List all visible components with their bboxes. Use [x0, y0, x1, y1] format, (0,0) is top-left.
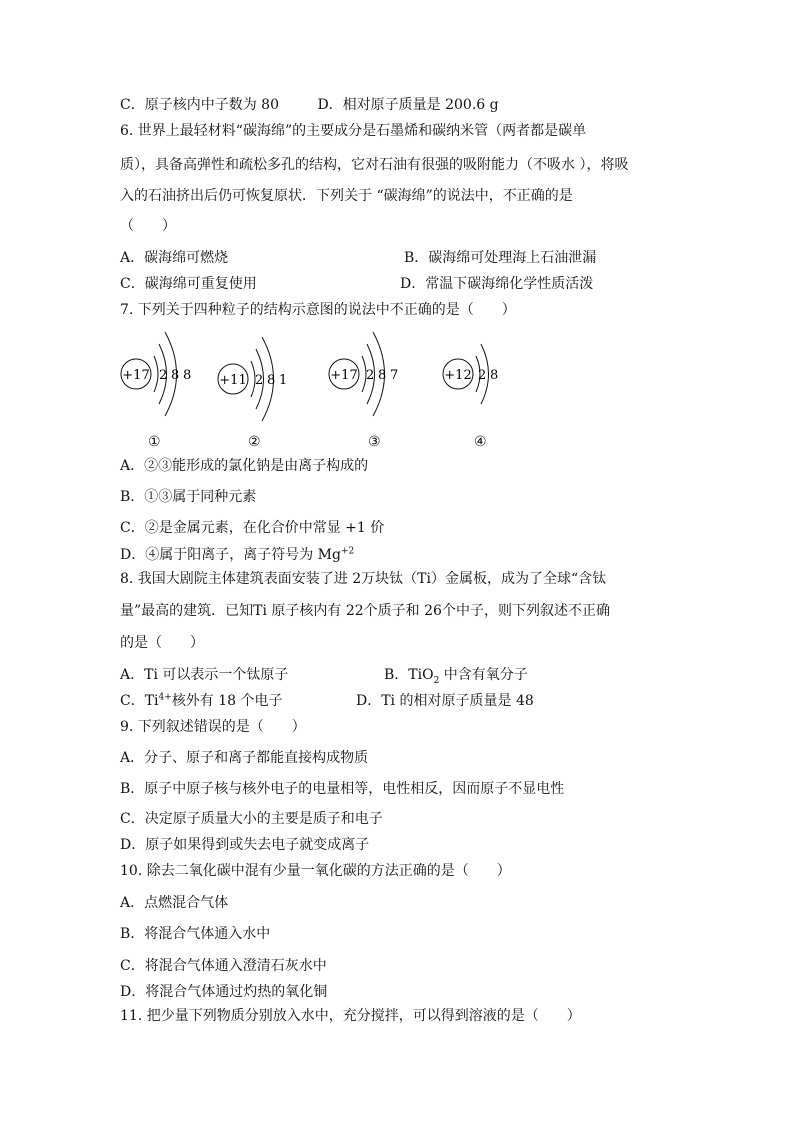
particle-2-shell-3: 1	[279, 373, 288, 388]
particle-3-nucleus: +17	[330, 368, 358, 383]
q9-stem: 9. 下列叙述错误的是（ ）	[120, 719, 306, 735]
atomic-structure-svg	[110, 326, 530, 456]
q8-stem-line1: 8. 我国大剧院主体建筑表面安装了进 2万块钛（Ti）金属板，成为了全球“含钛	[120, 571, 607, 587]
q6-stem-line2: 质），具备高弹性和疏松多孔的结构，它对石油有很强的吸附能力（不吸水 ），将吸	[120, 157, 629, 173]
q6-option-a: A．碳海绵可燃烧	[120, 250, 229, 266]
q5-options-cd	[120, 95, 499, 115]
atomic-structure-diagrams	[110, 326, 530, 456]
q8-option-b-sub: 2	[433, 675, 440, 686]
q8-option-c	[120, 691, 283, 711]
particle-2	[218, 337, 287, 421]
particle-1-shell-2: 8	[171, 368, 180, 383]
q9-option-b: B．原子中原子核与核外电子的电量相等，电性相反，因而原子不显电性	[120, 781, 565, 797]
q8-option-c-post: 核外有 18 个电子	[171, 693, 283, 709]
particle-3-shell-3: 7	[390, 368, 399, 383]
particle-1-nucleus: +17	[122, 368, 150, 383]
particle-2-shell-2: 8	[267, 373, 276, 388]
q10-option-a: A．点燃混合气体	[120, 895, 229, 911]
q9-option-c: C．决定原子质量大小的主要是质子和电子	[120, 811, 383, 827]
q10-stem: 10. 除去二氧化碳中混有少量一氧化碳的方法正确的是（ ）	[120, 863, 511, 879]
particle-4-shell-1: 2	[478, 368, 487, 383]
particle-3-shell-2: 8	[378, 368, 387, 383]
q10-option-c: C．将混合气体通入澄清石灰水中	[120, 958, 327, 974]
q8-option-d: D．Ti 的相对原子质量是 48	[356, 693, 534, 709]
q10-option-d: D．将混合气体通过灼热的氧化铜	[120, 984, 328, 1000]
q6-option-c: C．碳海绵可重复使用	[120, 276, 257, 292]
particle-4-nucleus: +12	[444, 368, 472, 383]
particle-3-label: ③	[368, 434, 381, 450]
particle-4-shell-2: 8	[490, 368, 499, 383]
q8-option-c-sup: 4+	[158, 692, 172, 703]
q5-option-c: C．原子核内中子数为 80	[120, 97, 279, 113]
q6-option-d: D．常温下碳海绵化学性质活泼	[400, 276, 594, 292]
particle-1	[121, 332, 191, 416]
q6-option-b: B．碳海绵可处理海上石油泄漏	[404, 250, 597, 266]
particle-1-shell-3: 8	[183, 368, 192, 383]
q8-option-b-post: 中含有氧分子	[439, 667, 528, 683]
particle-2-shell-1: 2	[255, 373, 264, 388]
q7-option-a: A．②③能形成的氯化钠是由离子构成的	[120, 458, 369, 474]
q7-option-b: B．①③属于同种元素	[120, 489, 257, 505]
q8-option-c-pre: C．Ti	[120, 693, 159, 709]
q9-option-d: D．原子如果得到或失去电子就变成离子	[120, 837, 370, 853]
q7-stem: 7. 下列关于四种粒子的结构示意图的说法中不正确的是（ ）	[120, 302, 516, 318]
particle-4-label: ④	[474, 434, 487, 450]
q8-stem-line3: 的是（ ）	[120, 635, 204, 651]
particle-2-label: ②	[248, 434, 261, 450]
particle-3	[329, 332, 398, 416]
q6-stem-line1: 6. 世界上最轻材料“碳海绵”的主要成分是石墨烯和碳纳米管（两者都是碳单	[120, 123, 587, 139]
q8-option-b	[384, 665, 528, 685]
q7-option-d-charge: +2	[340, 546, 355, 557]
particle-2-nucleus: +11	[219, 373, 247, 388]
q8-option-b-pre: B．TiO	[384, 667, 434, 683]
q9-option-a: A．分子、原子和离子都能直接构成物质	[120, 750, 369, 766]
q11-stem: 11. 把少量下列物质分别放入水中，充分搅拌，可以得到溶液的是（ ）	[120, 1008, 581, 1024]
particle-1-label: ①	[148, 434, 161, 450]
q7-option-c: C．②是金属元素，在化合价中常显 +1 价	[120, 520, 385, 536]
q7-option-d-text: D．④属于阳离子，离子符号为 Mg	[120, 547, 341, 563]
q7-option-d	[120, 545, 354, 565]
q8-stem-line2: 量”最高的建筑．已知Ti 原子核内有 22个质子和 26个中子，则下列叙述不正确	[120, 603, 610, 619]
particle-1-shell-1: 2	[159, 368, 168, 383]
q6-stem-line4: （ ）	[120, 218, 176, 234]
q10-option-b: B．将混合气体通入水中	[120, 926, 271, 942]
q5-option-d: D．相对原子质量是 200.6 g	[317, 97, 499, 113]
particle-4	[443, 344, 498, 404]
particle-3-shell-1: 2	[366, 368, 375, 383]
q8-option-a: A．Ti 可以表示一个钛原子	[120, 667, 289, 683]
q6-stem-line3: 入的石油挤出后仍可恢复原状．下列关于 “碳海绵”的说法中，不正确的是	[120, 188, 573, 204]
